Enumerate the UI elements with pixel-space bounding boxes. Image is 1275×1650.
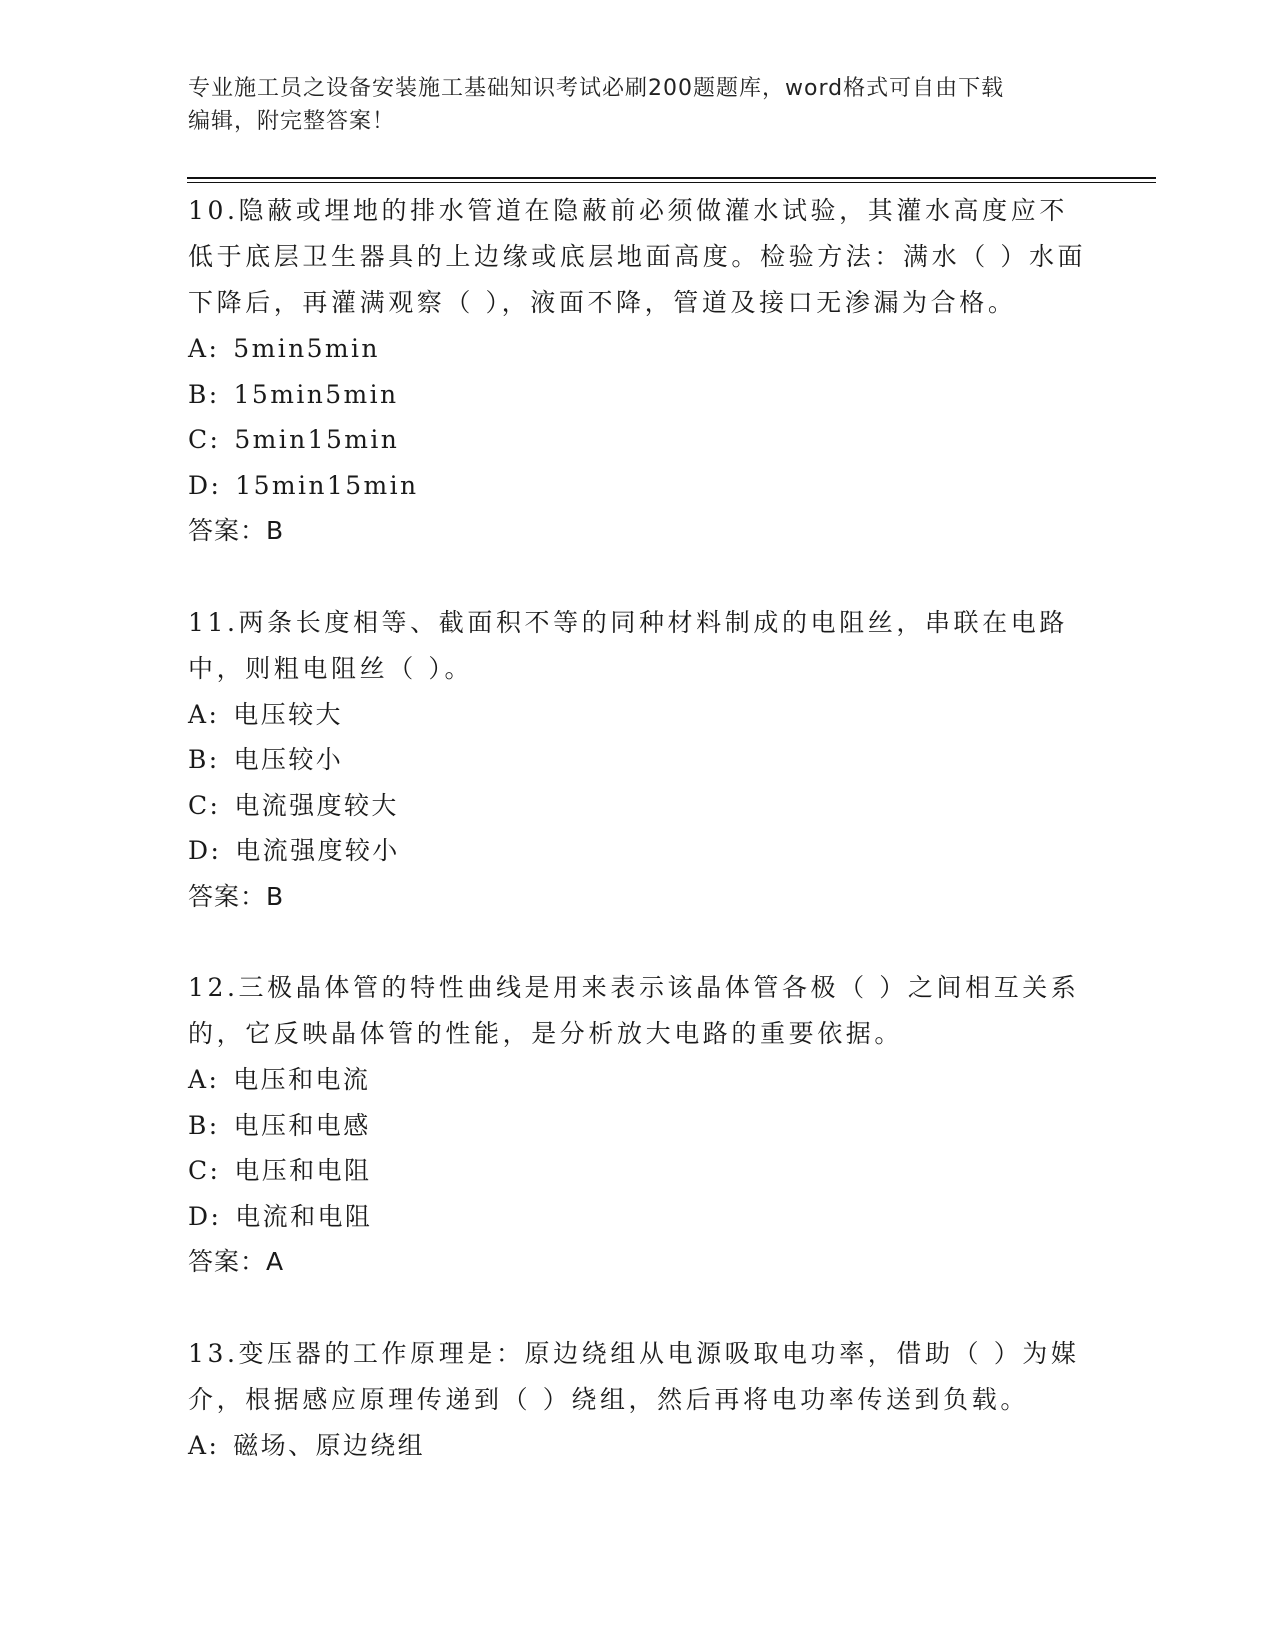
- option-value: 5min5min: [233, 334, 380, 363]
- option-value: 电流强度较小: [235, 836, 400, 865]
- option-b: [188, 372, 1088, 418]
- option-value: 电压较小: [233, 745, 344, 774]
- option-value: 电压和电流: [233, 1065, 371, 1094]
- question-13: [188, 1331, 1088, 1469]
- option-key: A:: [188, 699, 220, 729]
- question-text: 10.隐蔽或埋地的排水管道在隐蔽前必须做灌水试验，其灌水高度应不低于底层卫生器具的上边缘或底层地面高度。检验方法：满水（ ）水面下降后，再灌满观察（ ），液面不降，管道及接口无渗漏为合格。: [188, 196, 1087, 317]
- header-rule-thick: [187, 177, 1156, 179]
- option-value: 电流强度较大: [234, 790, 399, 820]
- question-text: 11.两条长度相等、截面积不等的同种材料制成的电阻丝，串联在电路中，则粗电阻丝（ ）。: [188, 607, 1068, 683]
- option-key: C:: [188, 425, 221, 454]
- option-key: C:: [188, 790, 221, 820]
- option-key: B:: [188, 379, 220, 409]
- option-value: 电压较大: [233, 699, 343, 729]
- option-d: [188, 828, 1088, 874]
- option-key: D:: [188, 836, 222, 865]
- option-c: [188, 783, 1088, 829]
- option-a: [188, 326, 1088, 372]
- option-value: 磁场、原边绕组: [233, 1430, 426, 1460]
- option-key: A:: [188, 1065, 220, 1094]
- question-11: [188, 600, 1088, 920]
- option-key: C:: [188, 1156, 221, 1185]
- option-key: D:: [188, 1201, 222, 1231]
- option-value: 电流和电阻: [235, 1201, 373, 1231]
- answer-line: 答案：B: [188, 881, 285, 911]
- question-text: 12.三极晶体管的特性曲线是用来表示该晶体管各极（ ）之间相互关系的，它反映晶体管的性能，是分析放大电路的重要依据。: [188, 973, 1080, 1048]
- option-value: 15min5min: [233, 379, 399, 409]
- option-c: [188, 1148, 1088, 1194]
- answer-line: 答案：B: [188, 516, 285, 545]
- question-12: [188, 965, 1088, 1285]
- header-line-1: 专业施工员之设备安装施工基础知识考试必刷200题题库，word格式可自由下载: [188, 76, 1005, 101]
- option-key: B:: [188, 1110, 220, 1140]
- option-a: [188, 692, 1088, 738]
- option-d: [188, 1194, 1088, 1240]
- option-value: 电压和电阻: [234, 1156, 372, 1185]
- option-key: A:: [188, 1430, 220, 1460]
- answer-line: 答案：A: [188, 1247, 285, 1276]
- option-a: [188, 1057, 1088, 1103]
- option-a: [188, 1423, 1088, 1469]
- header-rule-thin: [187, 182, 1156, 183]
- option-b: [188, 1103, 1088, 1149]
- option-key: D:: [188, 470, 222, 500]
- document-header: [188, 72, 1068, 138]
- option-value: 15min15min: [235, 470, 419, 500]
- option-key: B:: [188, 745, 220, 774]
- question-text: 13.变压器的工作原理是：原边绕组从电源吸取电功率，借助（ ）为媒介，根据感应原理传递到（ ）绕组，然后再将电功率传送到负载。: [188, 1338, 1080, 1414]
- question-10: [188, 188, 1088, 554]
- option-value: 电压和电感: [233, 1110, 371, 1140]
- option-c: [188, 417, 1088, 463]
- option-key: A:: [188, 334, 220, 363]
- option-value: 5min15min: [234, 425, 400, 454]
- option-d: [188, 463, 1088, 509]
- question-list: [188, 188, 1088, 1514]
- header-line-2: 编辑，附完整答案！: [188, 109, 396, 134]
- option-b: [188, 737, 1088, 783]
